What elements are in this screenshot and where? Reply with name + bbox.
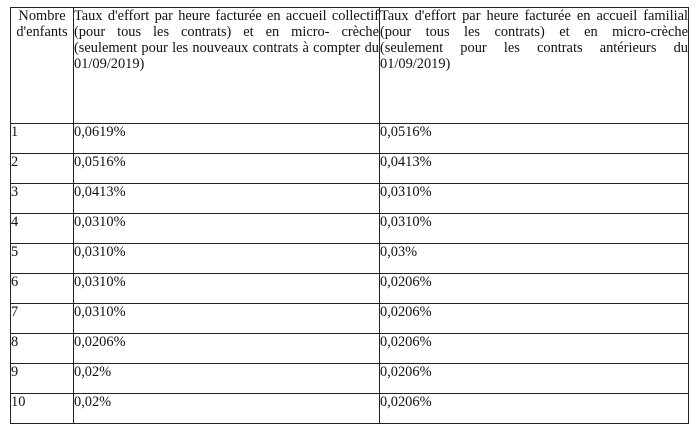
header-familial-rate: Taux d'effort par heure facturée en accueil familial (pour tous les contrats) et en micro-crèche (seulement pour les contrats antérieurs du 01/09/2019) (380, 8, 689, 124)
rates-table (10, 7, 689, 424)
cell-collectif-rate: 0,0206% (74, 334, 380, 364)
cell-children-count: 8 (11, 334, 74, 364)
cell-familial-rate: 0,0206% (380, 274, 689, 304)
cell-collectif-rate: 0,0310% (74, 244, 380, 274)
cell-familial-rate: 0,03% (380, 244, 689, 274)
table-row (11, 274, 689, 304)
cell-collectif-rate: 0,0310% (74, 304, 380, 334)
cell-children-count: 2 (11, 154, 74, 184)
cell-collectif-rate: 0,0413% (74, 184, 380, 214)
cell-children-count: 7 (11, 304, 74, 334)
cell-familial-rate: 0,0310% (380, 184, 689, 214)
table-row (11, 304, 689, 334)
header-children-count: Nombre d'enfants (11, 8, 74, 124)
cell-familial-rate: 0,0206% (380, 394, 689, 424)
cell-children-count: 6 (11, 274, 74, 304)
cell-collectif-rate: 0,0619% (74, 124, 380, 154)
table-header-row (11, 8, 689, 124)
cell-familial-rate: 0,0206% (380, 304, 689, 334)
cell-familial-rate: 0,0413% (380, 154, 689, 184)
cell-familial-rate: 0,0206% (380, 334, 689, 364)
cell-children-count: 1 (11, 124, 74, 154)
table-row (11, 214, 689, 244)
table-row (11, 394, 689, 424)
cell-collectif-rate: 0,0516% (74, 154, 380, 184)
cell-familial-rate: 0,0516% (380, 124, 689, 154)
header-collectif-rate: Taux d'effort par heure facturée en accueil collectif (pour tous les contrats) et en micro- crèche (seulement pour les nouveaux contrats à compter du 01/09/2019) (74, 8, 380, 124)
table-row (11, 154, 689, 184)
cell-children-count: 5 (11, 244, 74, 274)
cell-familial-rate: 0,0310% (380, 214, 689, 244)
cell-children-count: 4 (11, 214, 74, 244)
table-row (11, 244, 689, 274)
table-row (11, 184, 689, 214)
table-row (11, 364, 689, 394)
table-row (11, 124, 689, 154)
cell-collectif-rate: 0,02% (74, 364, 380, 394)
cell-children-count: 10 (11, 394, 74, 424)
cell-familial-rate: 0,0206% (380, 364, 689, 394)
cell-children-count: 9 (11, 364, 74, 394)
cell-collectif-rate: 0,02% (74, 394, 380, 424)
table-row (11, 334, 689, 364)
cell-collectif-rate: 0,0310% (74, 274, 380, 304)
cell-collectif-rate: 0,0310% (74, 214, 380, 244)
cell-children-count: 3 (11, 184, 74, 214)
